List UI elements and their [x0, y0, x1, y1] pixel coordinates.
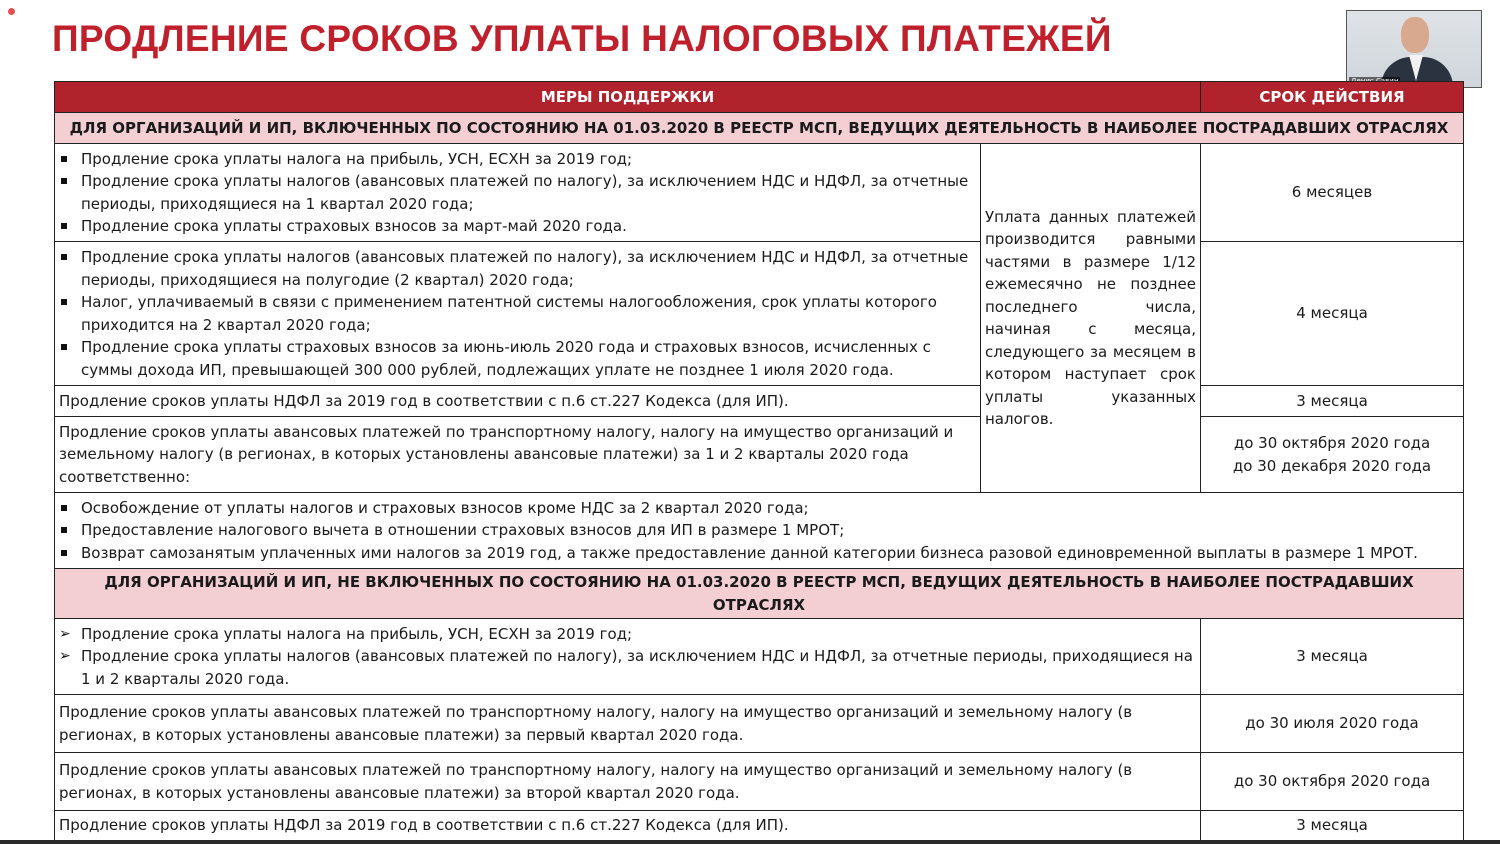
list-item: Возврат самозанятым уплаченных ими налогов за 2019 год, а также предоставление данной категории бизнеса разовой единовременной выплаты в размере 1 МРОТ.: [59, 542, 1459, 565]
row1-term: 6 месяцев: [1201, 144, 1464, 242]
row9-term: 3 месяца: [1201, 811, 1464, 841]
list-item: ➢ Продление срока уплаты налогов (авансовых платежей по налогу), за исключением НДС и НДФЛ, за отчетные периоды, приходящиеся на 1 и 2 кварталы 2020 года.: [59, 645, 1196, 690]
support-measures-table: [54, 81, 1464, 841]
row8-measure: Продление сроков уплаты авансовых платежей по транспортному налогу, налогу на имущество организаций и земельному налогу (в регионах, в которых установлены авансовые платежи) за второй квартал 2020 года.: [55, 753, 1201, 811]
list-item: Освобождение от уплаты налогов и страховых взносов кроме НДС за 2 квартал 2020 года;: [59, 497, 1459, 520]
list-item: Продление срока уплаты страховых взносов за март-май 2020 года.: [59, 215, 976, 238]
row3-term: 3 месяца: [1201, 386, 1464, 417]
row4-term: [1201, 417, 1464, 493]
row6-term: 3 месяца: [1201, 619, 1464, 695]
list-item: Предоставление налогового вычета в отношении страховых взносов для ИП в размере 1 МРОТ;: [59, 519, 1459, 542]
row2-measures: [55, 242, 981, 386]
row5-measures: [55, 493, 1464, 569]
row7-measure: Продление сроков уплаты авансовых платежей по транспортному налогу, налогу на имущество организаций и земельному налогу (в регионах, в которых установлены авансовые платежи) за первый квартал 2020 года.: [55, 695, 1201, 753]
list-item: Продление срока уплаты страховых взносов за июнь-июль 2020 года и страховых взносов, исчисленных с суммы дохода ИП, превышающей 300 000 рублей, подлежащих уплате не позднее 1 июля 2020 года.: [59, 336, 976, 381]
list-item: ➢ Продление срока уплаты налога на прибыль, УСН, ЕСХН за 2019 год;: [59, 623, 1196, 646]
list-item: Продление срока уплаты налога на прибыль, УСН, ЕСХН за 2019 год;: [59, 148, 976, 171]
row2-term: 4 месяца: [1201, 242, 1464, 386]
list-item: Налог, уплачиваемый в связи с применением патентной системы налогообложения, срок уплаты которого приходится на 2 квартал 2020 года;: [59, 291, 976, 336]
row1-measures: [55, 144, 981, 242]
status-dot: [8, 8, 15, 15]
bottom-bar: [0, 840, 1500, 844]
header-term: СРОК ДЕЙСТВИЯ: [1201, 82, 1464, 113]
row6-measures: [55, 619, 1201, 695]
section-msp-not-included: ДЛЯ ОРГАНИЗАЦИЙ И ИП, НЕ ВКЛЮЧЕННЫХ ПО СОСТОЯНИЮ НА 01.03.2020 В РЕЕСТР МСП, ВЕДУЩИХ ДЕЯТЕЛЬНОСТЬ В НАИБОЛЕЕ ПОСТРАДАВШИХ ОТРАСЛЯХ: [55, 569, 1464, 619]
list-item: Продление срока уплаты налогов (авансовых платежей по налогу), за исключением НДС и НДФЛ, за отчетные периоды, приходящиеся на полугодие (2 квартал) 2020 года;: [59, 246, 976, 291]
row4-measure: Продление сроков уплаты авансовых платежей по транспортному налогу, налогу на имущество организаций и земельному налогу (в регионах, в которых установлены авансовые платежи) за 1 и 2 кварталы 2020 года соответственно:: [55, 417, 981, 493]
row8-term: до 30 октября 2020 года: [1201, 753, 1464, 811]
row4-term-line1: до 30 октября 2020 года: [1233, 434, 1431, 452]
header-measures: МЕРЫ ПОДДЕРЖКИ: [55, 82, 1201, 113]
row4-term-line2: до 30 декабря 2020 года: [1232, 456, 1432, 475]
row9-measure: Продление сроков уплаты НДФЛ за 2019 год в соответствии с п.6 ст.227 Кодекса (для ИП).: [55, 811, 1201, 841]
list-item: Продление срока уплаты налогов (авансовых платежей по налогу), за исключением НДС и НДФЛ, за отчетные периоды, приходящиеся на 1 квартал 2020 года;: [59, 170, 976, 215]
speaker-head: [1401, 17, 1429, 53]
payment-note: Уплата данных платежей производится равными частями в размере 1/12 ежемесячно не позднее последнего числа, начиная с месяца, следующего за месяцем в котором наступает срок уплаты указанных налогов.: [981, 144, 1201, 493]
row3-measure: Продление сроков уплаты НДФЛ за 2019 год в соответствии с п.6 ст.227 Кодекса (для ИП).: [55, 386, 981, 417]
video-thumbnail[interactable]: [1346, 10, 1482, 88]
page-title: ПРОДЛЕНИЕ СРОКОВ УПЛАТЫ НАЛОГОВЫХ ПЛАТЕЖЕЙ: [52, 18, 1112, 59]
row7-term: до 30 июля 2020 года: [1201, 695, 1464, 753]
section-msp-included: ДЛЯ ОРГАНИЗАЦИЙ И ИП, ВКЛЮЧЕННЫХ ПО СОСТОЯНИЮ НА 01.03.2020 В РЕЕСТР МСП, ВЕДУЩИХ ДЕЯТЕЛЬНОСТЬ В НАИБОЛЕЕ ПОСТРАДАВШИХ ОТРАСЛЯХ: [55, 113, 1464, 144]
